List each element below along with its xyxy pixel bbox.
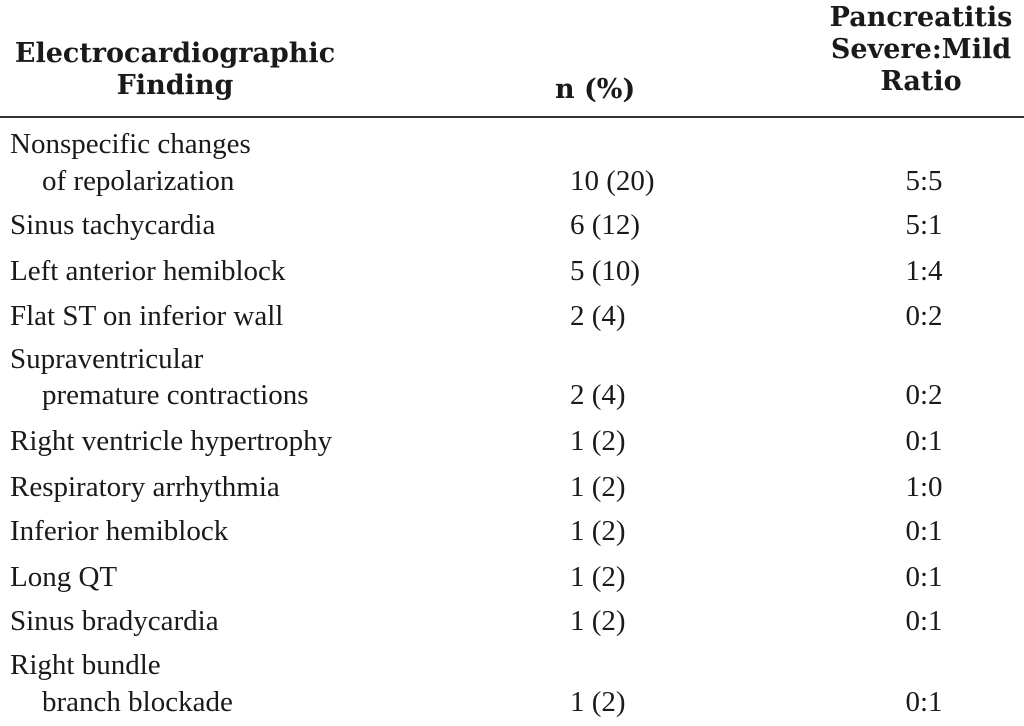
ratio-cell: 0:2	[905, 300, 943, 332]
n-cell: 2 (4)	[570, 379, 626, 411]
n-cell: 6 (12)	[570, 209, 641, 241]
finding-line: Sinus tachycardia	[10, 209, 216, 241]
header-n-percent: n (%)	[555, 74, 636, 105]
ratio-cell: 0:1	[905, 686, 943, 718]
header-finding	[10, 38, 340, 102]
finding-line: Long QT	[10, 561, 118, 593]
ratio-cell: 5:1	[905, 209, 943, 241]
n-cell: 1 (2)	[570, 561, 626, 593]
finding-line: Inferior hemiblock	[10, 515, 229, 547]
finding-line: Flat ST on inferior wall	[10, 300, 284, 332]
header-rule	[0, 116, 1024, 118]
header-finding-line-2: Finding	[116, 70, 234, 101]
n-cell: 10 (20)	[570, 165, 655, 197]
finding-line: Right ventricle hypertrophy	[10, 425, 333, 457]
n-cell: 1 (2)	[570, 515, 626, 547]
header-ratio-line-2: Severe:Mild	[830, 34, 1012, 65]
finding-line: Right bundle	[10, 649, 161, 681]
n-cell: 2 (4)	[570, 300, 626, 332]
n-cell: 1 (2)	[570, 471, 626, 503]
ratio-cell: 1:0	[905, 471, 943, 503]
finding-line: Respiratory arrhythmia	[10, 471, 280, 503]
header-ratio-line-1: Pancreatitis	[829, 2, 1013, 33]
ratio-cell: 5:5	[905, 165, 943, 197]
n-cell: 5 (10)	[570, 255, 641, 287]
finding-line: Sinus bradycardia	[10, 605, 219, 637]
ratio-cell: 0:1	[905, 605, 943, 637]
ratio-cell: 0:1	[905, 561, 943, 593]
finding-line: Left anterior hemiblock	[10, 255, 286, 287]
ratio-cell: 0:1	[905, 425, 943, 457]
finding-line: Nonspecific changes	[10, 128, 251, 160]
header-finding-line-1: Electrocardiographic	[14, 38, 336, 69]
finding-line: branch blockade	[42, 686, 233, 718]
n-cell: 1 (2)	[570, 425, 626, 457]
header-ratio	[826, 2, 1016, 98]
n-cell: 1 (2)	[570, 686, 626, 718]
ratio-cell: 0:2	[905, 379, 943, 411]
n-cell: 1 (2)	[570, 605, 626, 637]
finding-line: of repolarization	[42, 165, 235, 197]
ratio-cell: 0:1	[905, 515, 943, 547]
finding-line: premature contractions	[42, 379, 309, 411]
ratio-cell: 1:4	[905, 255, 943, 287]
header-ratio-line-3: Ratio	[880, 66, 962, 97]
finding-line: Supraventricular	[10, 343, 204, 375]
